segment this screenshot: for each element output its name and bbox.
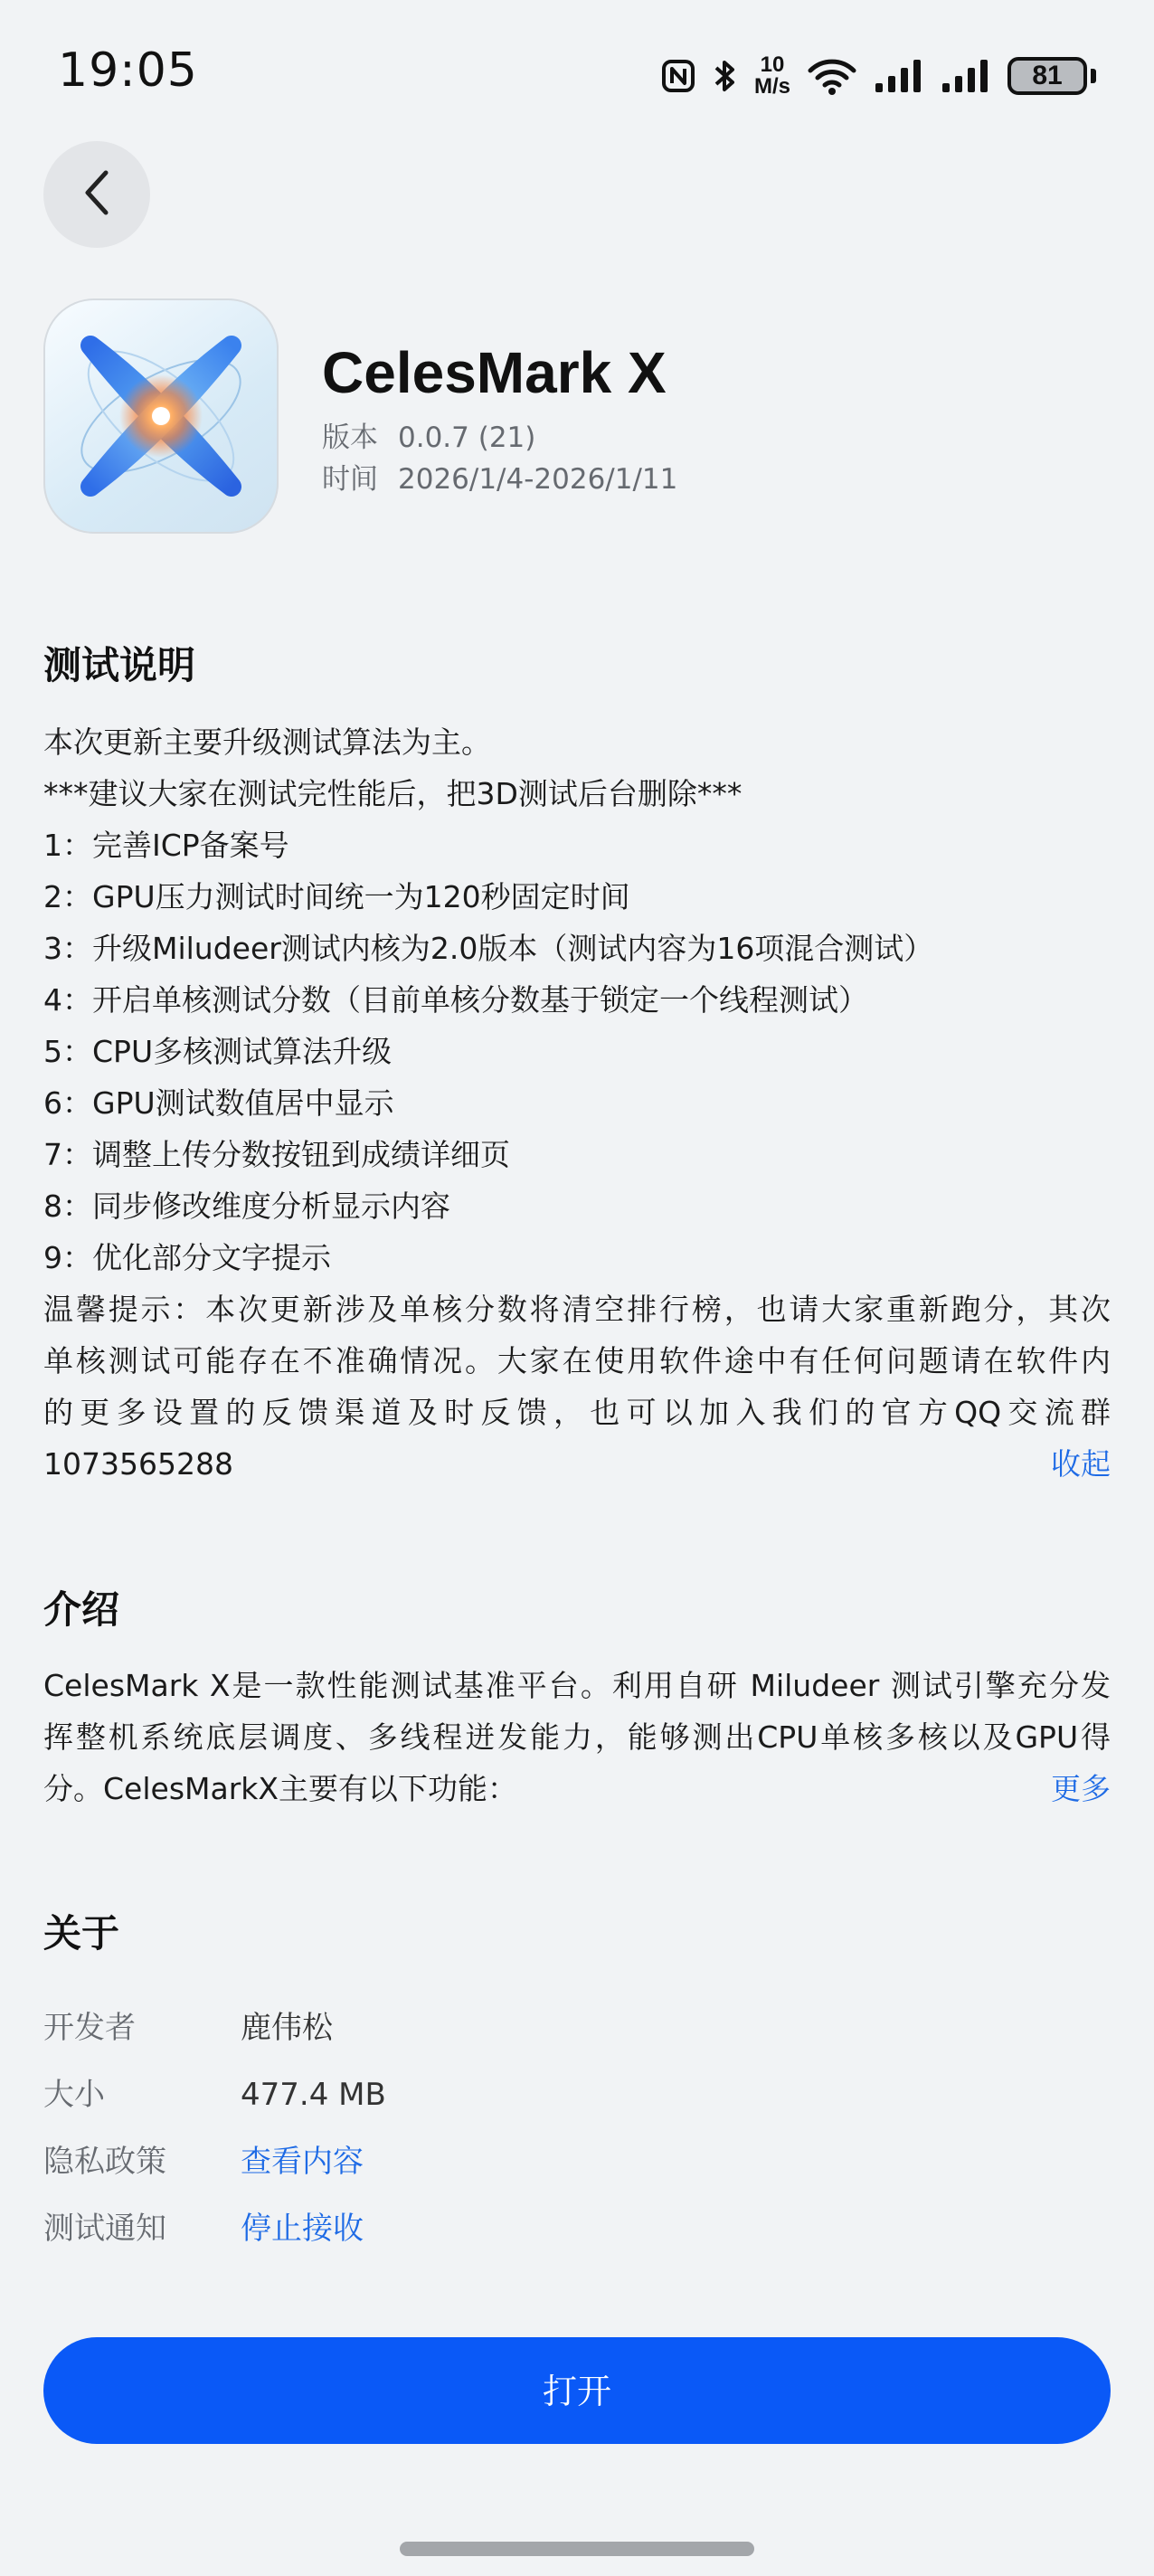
more-link[interactable]: 更多 bbox=[1051, 1771, 1111, 1806]
signal-icon-2 bbox=[941, 58, 991, 94]
qq-group-number: 1073565288 bbox=[43, 1446, 233, 1482]
intro-title: 介绍 bbox=[43, 1587, 120, 1632]
home-indicator[interactable] bbox=[400, 2542, 754, 2556]
developer-label: 开发者 bbox=[43, 2010, 136, 2046]
test-note-line: 7：调整上传分数按钮到成绩详细页 bbox=[43, 1137, 510, 1172]
collapse-link[interactable]: 收起 bbox=[1051, 1446, 1111, 1482]
bluetooth-icon bbox=[713, 57, 738, 95]
intro-line-last bbox=[43, 1763, 1111, 1814]
version-label: 版本 bbox=[322, 421, 378, 454]
test-note-line: ***建议大家在测试完性能后，把3D测试后台删除*** bbox=[43, 776, 743, 811]
time-value: 2026/1/4-2026/1/11 bbox=[398, 463, 678, 496]
test-note-line: 6：GPU测试数值居中显示 bbox=[43, 1085, 394, 1121]
test-note-line: 9：优化部分文字提示 bbox=[43, 1240, 331, 1275]
size-label: 大小 bbox=[43, 2077, 105, 2113]
stop-receiving-link[interactable]: 停止接收 bbox=[241, 2211, 364, 2247]
status-icons bbox=[660, 47, 1096, 105]
test-note-line: 本次更新主要升级测试算法为主。 bbox=[43, 724, 491, 760]
intro-body bbox=[43, 1660, 1111, 1814]
test-note-line: 4：开启单核测试分数（目前单核分数基于锁定一个线程测试） bbox=[43, 982, 868, 1018]
test-note-line: 2：GPU压力测试时间统一为120秒固定时间 bbox=[43, 879, 630, 914]
test-note-line: 5：CPU多核测试算法升级 bbox=[43, 1034, 393, 1069]
status-time: 19:05 bbox=[58, 43, 198, 98]
about-developer-row bbox=[43, 2006, 333, 2050]
network-speed: 10 M/s bbox=[753, 52, 790, 99]
test-notes-title: 测试说明 bbox=[43, 643, 196, 687]
app-version-row bbox=[322, 418, 535, 458]
about-title: 关于 bbox=[43, 1911, 120, 1956]
test-note-line: 8：同步修改维度分析显示内容 bbox=[43, 1189, 450, 1224]
privacy-label: 隐私政策 bbox=[43, 2144, 166, 2180]
tip-line: 温馨提示：本次更新涉及单核分数将清空排行榜，也请大家重新跑分，其次 bbox=[43, 1292, 1111, 1327]
wifi-icon bbox=[807, 56, 857, 96]
notify-label: 测试通知 bbox=[43, 2211, 166, 2247]
battery-level: 81 bbox=[1032, 61, 1063, 90]
chevron-left-icon bbox=[79, 167, 115, 222]
tip-line: 单核测试可能存在不准确情况。大家在使用软件途中有任何问题请在软件内 bbox=[43, 1343, 1111, 1378]
test-note-line: 3：升级Miludeer测试内核为2.0版本（测试内容为16项混合测试） bbox=[43, 931, 934, 966]
app-logo-x-icon bbox=[43, 298, 279, 534]
developer-value: 鹿伟松 bbox=[241, 2010, 333, 2046]
about-notify-row bbox=[43, 2207, 364, 2250]
privacy-link[interactable]: 查看内容 bbox=[241, 2144, 364, 2180]
time-label: 时间 bbox=[322, 463, 378, 496]
app-icon bbox=[43, 298, 279, 534]
intro-line: 分。CelesMarkX主要有以下功能： bbox=[43, 1771, 517, 1806]
battery-icon bbox=[1007, 57, 1087, 95]
about-size-row bbox=[43, 2073, 386, 2117]
app-name: CelesMark X bbox=[322, 340, 667, 405]
test-notes-body bbox=[43, 716, 1111, 1490]
size-value: 477.4 MB bbox=[241, 2077, 386, 2113]
app-time-row bbox=[322, 459, 677, 499]
open-button[interactable]: 打开 bbox=[43, 2337, 1111, 2444]
battery-tip bbox=[1091, 69, 1096, 83]
tip-line: 的更多设置的反馈渠道及时反馈，也可以加入我们的官方QQ交流群 bbox=[43, 1395, 1111, 1430]
tip-line-last bbox=[43, 1438, 1111, 1490]
intro-line: CelesMark X是一款性能测试基准平台。利用自研 Miludeer 测试引擎充分发 bbox=[43, 1668, 1111, 1703]
back-button[interactable] bbox=[43, 141, 150, 248]
intro-line: 挥整机系统底层调度、多线程迸发能力，能够测出CPU单核多核以及GPU得 bbox=[43, 1719, 1111, 1755]
signal-icon bbox=[874, 58, 924, 94]
version-value: 0.0.7 (21) bbox=[398, 421, 536, 454]
status-bar bbox=[0, 0, 1154, 145]
nfc-icon bbox=[660, 58, 696, 94]
test-note-line: 1：完善ICP备案号 bbox=[43, 828, 289, 863]
about-privacy-row bbox=[43, 2140, 364, 2183]
